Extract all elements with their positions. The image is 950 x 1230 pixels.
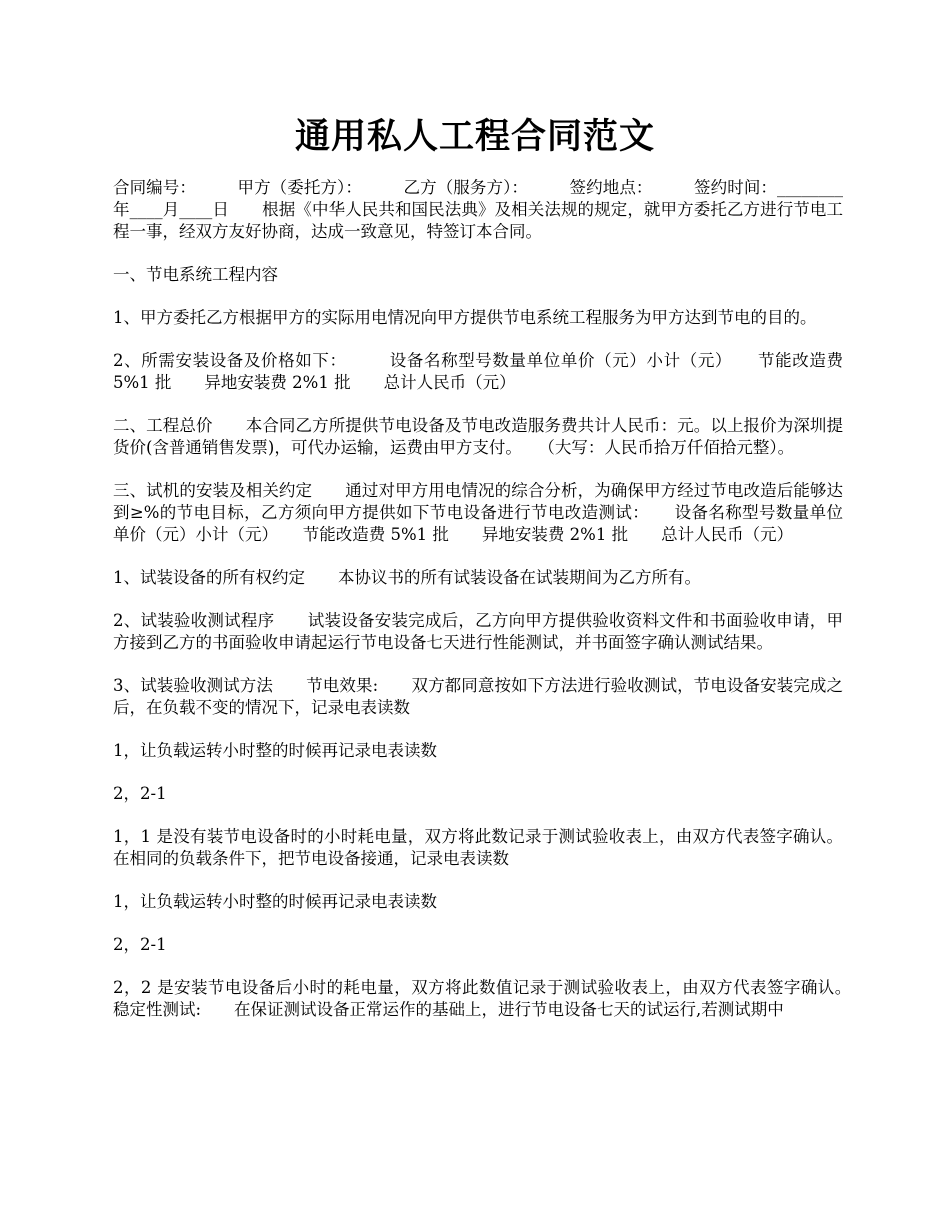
paragraph-contract-header: 合同编号： 甲方（委托方）： 乙方（服务方）： 签约地点： 签约时间：________年____月____日 根据《中华人民共和国民法典》及相关法规的规定，就甲方委托乙方进行节电工程一事，经双方友好协商，达成一致意见，特签订本合同。	[113, 178, 843, 241]
paragraph: 1，让负载运转小时整的时候再记录电表读数	[113, 892, 437, 911]
paragraph: 1，让负载运转小时整的时候再记录电表读数	[113, 741, 437, 760]
paragraph: 2、所需安装设备及价格如下： 设备名称型号数量单位单价（元）小计（元） 节能改造费 5%1 批 异地安装费 2%1 批 总计人民币（元）	[113, 351, 843, 392]
paragraph: 2，2-1	[113, 784, 167, 803]
paragraph: 2，2 是安装节电设备后小时的耗电量，双方将此数值记录于测试验收表上，由双方代表签字确认。 稳定性测试: 在保证测试设备正常运作的基础上，进行节电设备七天的试运行,若测试期中	[113, 978, 876, 1019]
paragraph: 1、试装设备的所有权约定 本协议书的所有试装设备在试装期间为乙方所有。	[113, 568, 701, 587]
document-title: 通用私人工程合同范文	[294, 116, 655, 157]
paragraph: 2，2-1	[113, 935, 167, 954]
paragraph-section-3: 三、试机的安装及相关约定 通过对甲方用电情况的综合分析，为确保甲方经过节电改造后能够达到≥%的节电目标，乙方须向甲方提供如下节电设备进行节电改造测试： 设备名称型号数量单位单价（元）小计（元） 节能改造费 5%1 批 异地安装费 2%1 批 总计人民币（元）	[113, 481, 843, 544]
paragraph: 1、甲方委托乙方根据甲方的实际用电情况向甲方提供节电系统工程服务为甲方达到节电的目的。	[113, 308, 817, 327]
paragraph: 1，1 是没有装节电设备时的小时耗电量，双方将此数记录于测试验收表上，由双方代表签字确认。在相同的负载条件下，把节电设备接通，记录电表读数	[113, 827, 843, 868]
paragraph-section-1-heading: 一、节电系统工程内容	[113, 265, 278, 284]
document-body	[113, 177, 876, 1042]
paragraph-section-2: 二、工程总价 本合同乙方所提供节电设备及节电改造服务费共计人民币：元。以上报价为深圳提货价(含普通销售发票)，可代办运输，运费由甲方支付。 （大写：人民币拾万仟佰拾元整）。	[113, 416, 843, 457]
paragraph: 3、试装验收测试方法 节电效果: 双方都同意按如下方法进行验收测试，节电设备安装完成之后，在负载不变的情况下，记录电表读数	[113, 676, 843, 717]
paragraph: 2、试装验收测试程序 试装设备安装完成后，乙方向甲方提供验收资料文件和书面验收申请，甲方接到乙方的书面验收申请起运行节电设备七天进行性能测试，并书面签字确认测试结果。	[113, 611, 843, 652]
